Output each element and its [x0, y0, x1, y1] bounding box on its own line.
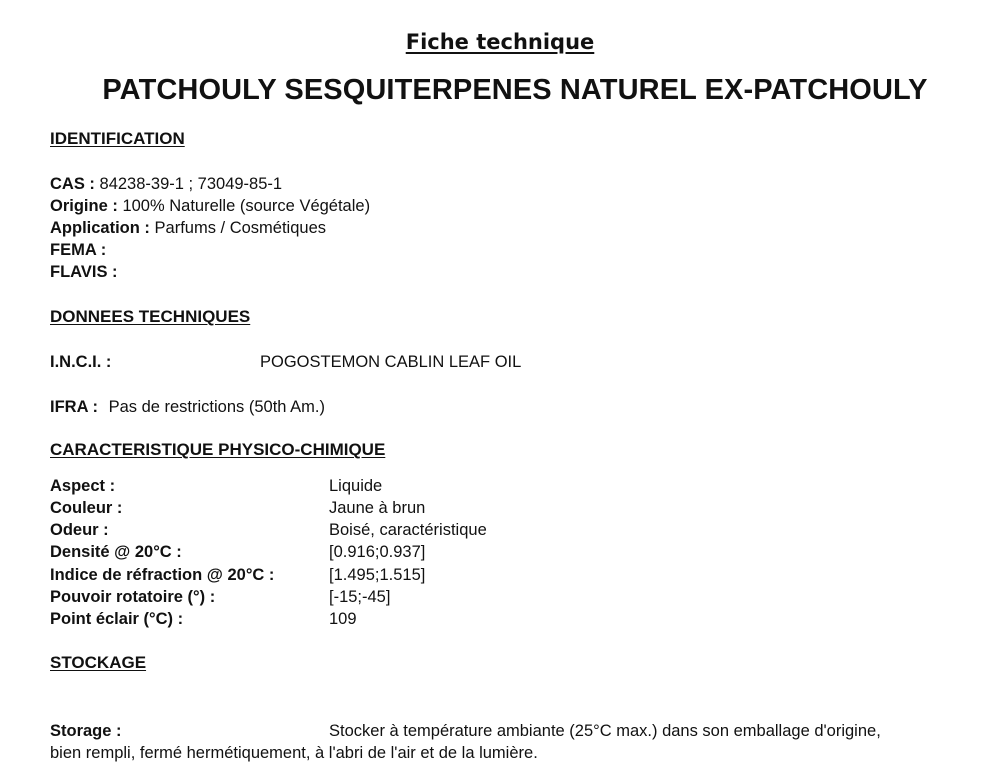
refraction-label: Indice de réfraction @ 20°C : [50, 566, 275, 584]
storage-block [50, 720, 980, 764]
storage-label: Storage : [50, 722, 122, 740]
odeur-line [50, 519, 487, 541]
storage-value-line1: Stocker à température ambiante (25°C max.) dans son emballage d'origine, [329, 722, 881, 740]
ifra-value: Pas de restrictions (50th Am.) [108, 398, 325, 416]
application-value: Parfums / Cosmétiques [154, 219, 326, 237]
ifra-line [50, 396, 325, 418]
inci-label: I.N.C.I. : [50, 353, 112, 371]
origine-label: Origine : [50, 197, 118, 215]
rotatoire-label: Pouvoir rotatoire (°) : [50, 588, 216, 606]
aspect-label: Aspect : [50, 477, 116, 495]
fema-line [50, 239, 106, 261]
inci-value: POGOSTEMON CABLIN LEAF OIL [260, 353, 522, 371]
point-eclair-value: 109 [329, 610, 357, 628]
cas-line [50, 173, 282, 195]
storage-line-1 [50, 720, 980, 742]
caracteristique-heading: CARACTERISTIQUE PHYSICO-CHIMIQUE [50, 440, 386, 459]
flavis-line [50, 261, 118, 283]
identification-heading: IDENTIFICATION [50, 129, 185, 148]
doc-title: Fiche technique [405, 30, 595, 54]
flavis-label: FLAVIS : [50, 263, 118, 281]
storage-line-2: bien rempli, fermé hermétiquement, à l'abri de l'air et de la lumière. [50, 744, 538, 762]
stockage-heading: STOCKAGE [50, 653, 147, 672]
cas-value: 84238-39-1 ; 73049-85-1 [99, 175, 283, 193]
origine-line [50, 195, 370, 217]
odeur-label: Odeur : [50, 521, 109, 539]
ifra-label: IFRA : [50, 398, 98, 416]
aspect-value: Liquide [329, 477, 383, 495]
product-name: PATCHOULY SESQUITERPENES NATUREL EX-PATCHOULY [102, 74, 928, 106]
odeur-value: Boisé, caractéristique [329, 521, 487, 539]
fema-label: FEMA : [50, 241, 107, 259]
cas-label: CAS : [50, 175, 95, 193]
couleur-value: Jaune à brun [329, 499, 426, 517]
origine-value: 100% Naturelle (source Végétale) [122, 197, 371, 215]
rotatoire-value: [-15;-45] [329, 588, 391, 606]
densite-label: Densité @ 20°C : [50, 543, 182, 561]
inci-line [50, 351, 522, 373]
donnees-techniques-heading: DONNEES TECHNIQUES [50, 307, 251, 326]
application-line [50, 217, 326, 239]
aspect-line [50, 475, 383, 497]
rotatoire-line [50, 586, 391, 608]
refraction-value: [1.495;1.515] [329, 566, 426, 584]
point-eclair-label: Point éclair (°C) : [50, 610, 184, 628]
densite-line [50, 541, 426, 563]
densite-value: [0.916;0.937] [329, 543, 426, 561]
point-eclair-line [50, 608, 357, 630]
refraction-line [50, 564, 426, 586]
couleur-line [50, 497, 426, 519]
couleur-label: Couleur : [50, 499, 123, 517]
application-label: Application : [50, 219, 150, 237]
